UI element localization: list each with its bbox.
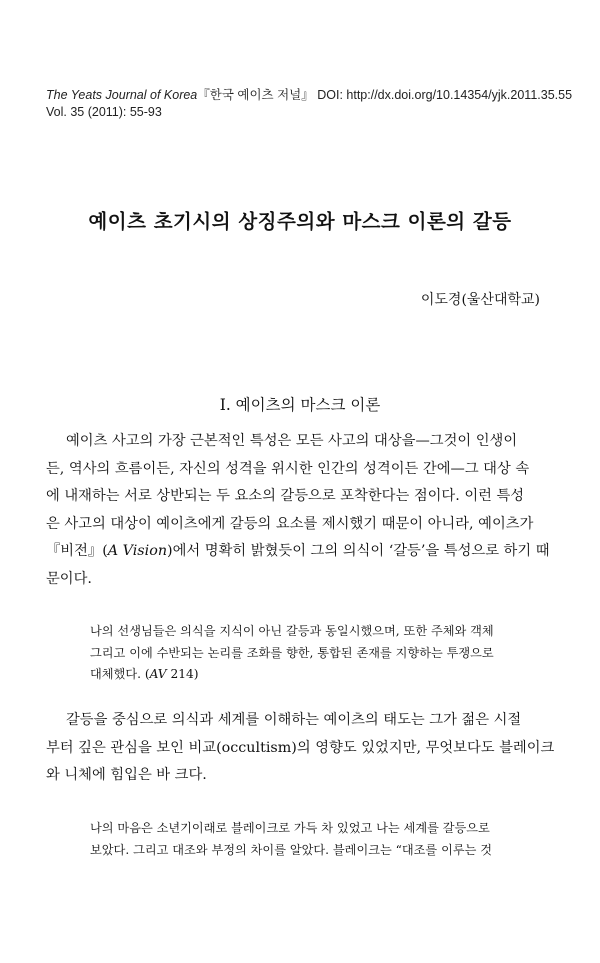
doi-link[interactable]: DOI: http://dx.doi.org/10.14354/yjk.2011.35.55 bbox=[317, 88, 573, 102]
text-fragment: 『비전』( bbox=[46, 543, 108, 559]
paragraph-line: 예이츠 사고의 가장 근본적인 특성은 모든 사고의 대상을—그것이 인생이 bbox=[66, 433, 518, 449]
article-title: 예이츠 초기시의 상징주의와 마스크 이론의 갈등 bbox=[88, 210, 512, 233]
block-quote-2 bbox=[90, 818, 510, 861]
body-paragraph-1 bbox=[46, 428, 550, 593]
journal-header bbox=[46, 87, 572, 121]
text-fragment: 214) bbox=[166, 667, 199, 681]
quote-line: 나의 선생님들은 의식을 지식이 아닌 갈등과 동일시했으며, 또한 주체와 객체 bbox=[90, 624, 494, 638]
italic-citation: AV bbox=[149, 667, 167, 681]
paragraph-line: 에 내재하는 서로 상반되는 두 요소의 갈등으로 포착한다는 점이다. 이런 특성 bbox=[46, 488, 525, 504]
paragraph-line: 갈등을 중심으로 의식과 세계를 이해하는 예이츠의 태도는 그가 젊은 시절 bbox=[66, 712, 522, 728]
text-fragment: )에서 명확히 밝혔듯이 그의 의식이 ‘갈등’을 특성으로 하기 때 bbox=[167, 543, 550, 559]
section-heading: I. 예이츠의 마스크 이론 bbox=[219, 396, 381, 414]
paragraph-line: 은 사고의 대상이 예이츠에게 갈등의 요소를 제시했기 때문이 아니라, 예이츠가 bbox=[46, 515, 534, 532]
quote-line: 그리고 이에 수반되는 논리를 조화를 향한, 통합된 존재를 지향하는 투쟁으로 bbox=[90, 645, 494, 660]
journal-citation-line bbox=[46, 87, 572, 104]
text-fragment: 대체했다. ( bbox=[90, 667, 150, 681]
paragraph-line: 부터 깊은 관심을 보인 비교(occultism)의 영향도 있었지만, 무엇보다도 블레이크 bbox=[46, 739, 555, 756]
quote-line: 보았다. 그리고 대조와 부정의 차이를 알았다. 블레이크는 “대조를 이루는 것 bbox=[90, 842, 493, 857]
italic-title: A Vision bbox=[107, 543, 168, 559]
journal-korean-name: 『한국 예이츠 저널』 bbox=[197, 88, 314, 102]
quote-line bbox=[90, 664, 510, 686]
author-affiliation: 이도경(울산대학교) bbox=[420, 292, 540, 308]
block-quote-1 bbox=[90, 621, 510, 686]
body-paragraph-2 bbox=[46, 707, 555, 790]
paragraph-line: 든, 역사의 흐름이든, 자신의 성격을 위시한 인간의 성격이든 간에—그 대상 속 bbox=[46, 460, 530, 477]
paragraph-line: 문이다. bbox=[46, 570, 92, 587]
paragraph-line: 와 니체에 힘입은 바 크다. bbox=[46, 767, 207, 783]
volume-info: Vol. 35 (2011): 55-93 bbox=[46, 105, 162, 119]
quote-line: 나의 마음은 소년기이래로 블레이크로 가득 차 있었고 나는 세계를 갈등으로 bbox=[90, 821, 490, 835]
paragraph-line bbox=[46, 538, 550, 566]
journal-name: The Yeats Journal of Korea bbox=[46, 88, 198, 102]
